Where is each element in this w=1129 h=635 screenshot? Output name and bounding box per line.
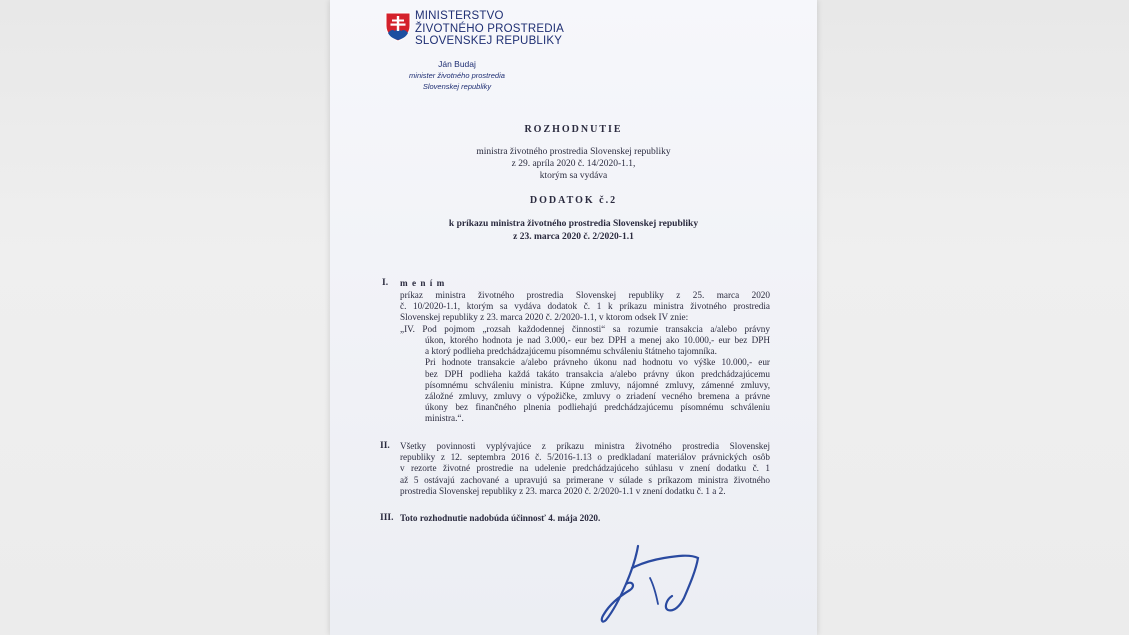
- ministry-line: ŽIVOTNÉHO PROSTREDIA: [415, 22, 565, 35]
- text-line: až 5 ostávajú zachované a upravujú sa primerane v súlade s príkazom ministra životného: [400, 474, 770, 485]
- issuer-purpose-line: ktorým sa vydáva: [539, 171, 608, 181]
- text-line: ministra.“.: [425, 413, 464, 424]
- document-page: [330, 0, 817, 635]
- effective-date-statement: Toto rozhodnutie nadobúda účinnosť 4. mája 2020.: [400, 513, 601, 523]
- text-line: republiky z 12. septembra 2016 č. 5/2016-1.13 o predkladaní materiálov právnických osôb: [400, 452, 770, 463]
- ministry-line: SLOVENSKEJ REPUBLIKY: [415, 35, 563, 47]
- ministry-line: MINISTERSTVO: [415, 10, 504, 22]
- text-line: Pri hodnote transakcie a/alebo právneho úkonu nad hodnotu vo výške 10.000,- eur: [425, 357, 770, 368]
- text-line: príkaz ministra životného prostredia Slovenskej republiky z 25. marca 2020: [400, 290, 770, 300]
- text-line: bez DPH podlieha každá takáto transakcia a/alebo právny úkon predchádzajúcemu: [425, 368, 770, 379]
- order-reference-date: z 23. marca 2020 č. 2/2020-1.1: [513, 232, 634, 242]
- section-numeral: II.: [380, 441, 390, 451]
- text-line: úkony bez finančného plnenia podliehajú predchádzajúcemu písomnému schváleniu: [425, 402, 770, 413]
- text-line: v rezorte životné prostredie na udelenie predchádzajúceho súhlasu v znení dodatku č. 1: [400, 463, 770, 474]
- amendment-title: DODATOK č.2: [529, 195, 618, 206]
- minister-role-line: minister životného prostredia: [409, 71, 505, 80]
- issuer-line: ministra životného prostredia Slovenskej republiky: [476, 147, 671, 157]
- text-line: písomnému schváleniu ministra. Kúpne zmluvy, nájomné zmluvy, zámenné zmluvy,: [425, 379, 770, 390]
- text-line: záložné zmluvy, zmluvy o výpožičke, zmluvy o zriadení vecného bremena a právne: [425, 391, 770, 402]
- section-body: [400, 441, 770, 497]
- minister-role-line: Slovenskej republiky: [422, 82, 492, 91]
- section-intro: [400, 290, 770, 335]
- quoted-paragraph: [425, 335, 770, 425]
- text-line: Slovenskej republiky z 23. marca 2020 č. 2/2020-1.1, v ktorom odsek IV znie:: [400, 312, 689, 323]
- slovak-coat-of-arms-icon: [385, 12, 411, 42]
- section-numeral: III.: [380, 513, 394, 523]
- text-line: č. 10/2020-1.1, ktorým sa vydáva dodatok č. 1 k príkazu ministra životného prostredia: [400, 301, 770, 312]
- section-heading: m e n í m: [400, 278, 446, 288]
- quote-first-line: „IV. Pod pojmom „rozsah každodennej činnosti“ sa rozumie transakcia a/alebo právny: [400, 323, 770, 334]
- text-line: úkon, ktorého hodnota je nad 3.000,- eur bez DPH a menej ako 10.000,- eur bez DPH: [425, 335, 770, 345]
- minister-role: [396, 70, 518, 92]
- minister-name: Ján Budaj: [438, 59, 476, 69]
- text-line: Všetky povinnosti vyplývajúce z príkazu ministra životného prostredia Slovenskej: [400, 441, 770, 451]
- ministry-name: [415, 10, 564, 48]
- handwritten-signature: [592, 540, 712, 625]
- text-line: a ktorý podlieha predchádzajúcemu písomnému schváleniu štátneho tajomníka.: [425, 346, 717, 357]
- order-reference-line: k príkazu ministra životného prostredia Slovenskej republiky: [448, 219, 699, 229]
- background-left: [0, 0, 330, 635]
- issuer-date-line: z 29. apríla 2020 č. 14/2020-1.1,: [511, 159, 636, 169]
- section-numeral: I.: [382, 278, 389, 288]
- document-title: ROZHODNUTIE: [524, 124, 623, 135]
- background-right: [817, 0, 1129, 635]
- text-line: prostredia Slovenskej republiky z 23. marca 2020 č. 2/2020-1.1 v znení dodatku č. 1 a 2.: [400, 485, 726, 496]
